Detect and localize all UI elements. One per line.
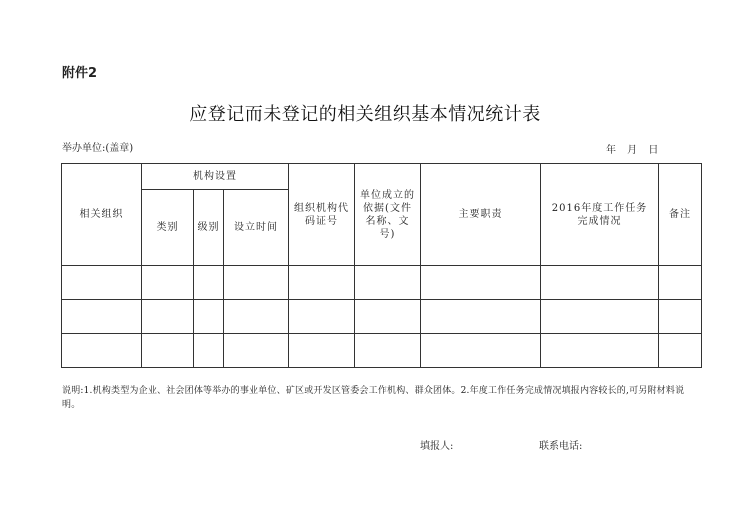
explanation-note: 说明:1.机构类型为企业、社会团体等举办的事业单位、矿区或开发区管委会工作机构、群众团体。2.年度工作任务完成情况填报内容较长的,可另附材料说明。	[62, 386, 685, 410]
header-remarks: 备注	[659, 164, 702, 266]
table-cell[interactable]	[659, 334, 702, 368]
table-cell[interactable]	[659, 300, 702, 334]
statistics-table	[61, 163, 702, 368]
header-category: 类别	[142, 190, 194, 266]
table-cell[interactable]	[421, 266, 541, 300]
table-cell[interactable]	[541, 300, 659, 334]
table-cell[interactable]	[194, 300, 224, 334]
header-level: 级别	[194, 190, 224, 266]
table-cell[interactable]	[541, 266, 659, 300]
table-cell[interactable]	[142, 334, 194, 368]
table-cell[interactable]	[224, 266, 289, 300]
phone-label: 联系电话:	[539, 441, 583, 452]
table-cell[interactable]	[421, 300, 541, 334]
table-cell[interactable]	[62, 334, 142, 368]
filler-label: 填报人:	[420, 441, 454, 452]
header-setup: 机构设置	[142, 164, 289, 190]
header-org-code: 组织机构代码证号	[289, 164, 355, 266]
header-tasks: 2016年度工作任务完成情况	[541, 164, 659, 266]
table-cell[interactable]	[289, 300, 355, 334]
table-cell[interactable]	[355, 334, 421, 368]
table-row	[62, 300, 702, 334]
table-cell[interactable]	[289, 266, 355, 300]
table-row	[62, 266, 702, 300]
table-cell[interactable]	[62, 300, 142, 334]
table-cell[interactable]	[142, 300, 194, 334]
table-cell[interactable]	[289, 334, 355, 368]
table-cell[interactable]	[194, 266, 224, 300]
attachment-label: 附件2	[62, 66, 98, 81]
table-cell[interactable]	[355, 266, 421, 300]
header-related-org: 相关组织	[62, 164, 142, 266]
table-row	[62, 334, 702, 368]
header-setup-time: 设立时间	[224, 190, 289, 266]
page-title: 应登记而未登记的相关组织基本情况统计表	[189, 104, 541, 125]
table-cell[interactable]	[194, 334, 224, 368]
header-basis: 单位成立的依据(文件名称、文号)	[355, 164, 421, 266]
table-cell[interactable]	[355, 300, 421, 334]
organizer-label: 举办单位:(盖章)	[62, 143, 134, 154]
date-label: 年 月 日	[606, 145, 659, 156]
table-cell[interactable]	[224, 300, 289, 334]
table-cell[interactable]	[224, 334, 289, 368]
table-cell[interactable]	[62, 266, 142, 300]
table-cell[interactable]	[541, 334, 659, 368]
table-cell[interactable]	[142, 266, 194, 300]
header-duties: 主要职责	[421, 164, 541, 266]
table-cell[interactable]	[659, 266, 702, 300]
table-cell[interactable]	[421, 334, 541, 368]
